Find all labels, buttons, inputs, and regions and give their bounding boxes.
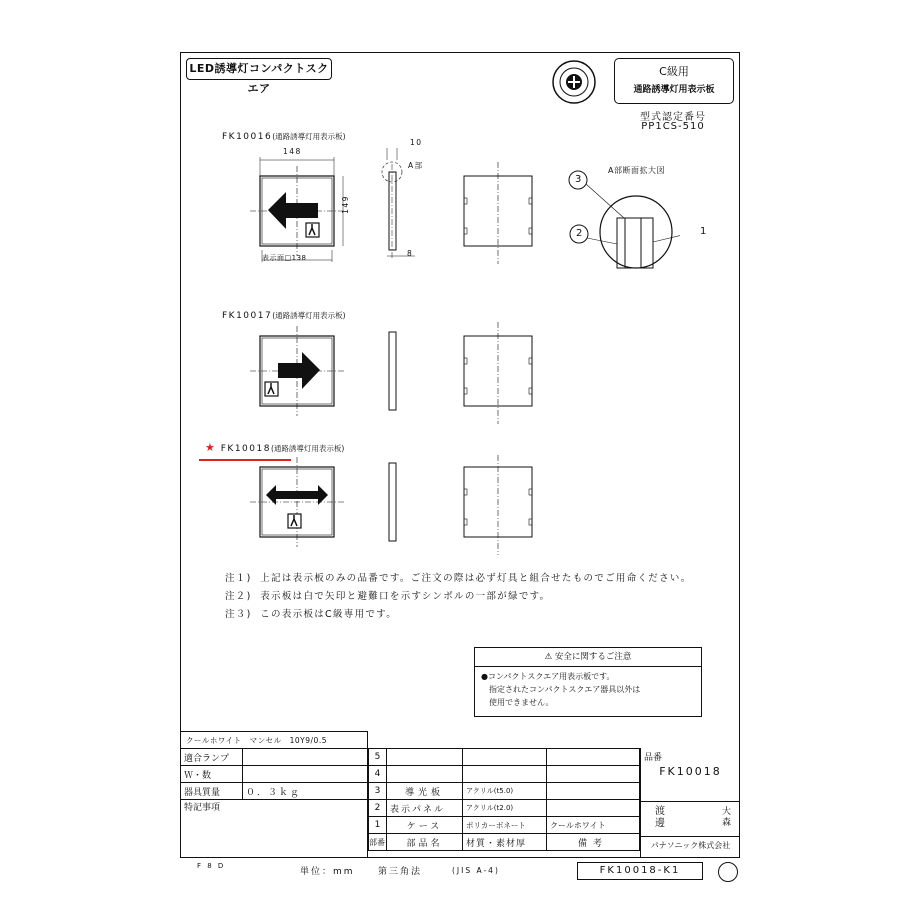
grade-label: C級用 bbox=[659, 65, 689, 78]
note-1: 注１) 上記は表示板のみの品番です。ご注文の際は必ず灯具と組合せたものでご用命ください。 bbox=[225, 573, 692, 584]
detail-callout-1: 1 bbox=[700, 226, 707, 237]
wattage-value bbox=[243, 766, 368, 783]
wattage-label: Ｗ・数 bbox=[181, 766, 243, 783]
right-arrow-icon bbox=[278, 352, 320, 389]
safety-line-1: ●コンパクトスクエア用表示板です。 bbox=[481, 672, 615, 681]
dim-width: 148 bbox=[283, 147, 302, 156]
product-label: 品番 bbox=[644, 753, 663, 763]
footer-unit: 単位：mm bbox=[300, 867, 355, 877]
grade-box bbox=[614, 58, 734, 104]
drawing-title: LED誘導灯コンパクトスクエア bbox=[186, 58, 332, 80]
safety-notice bbox=[474, 647, 702, 717]
detail-callout-3: 3 bbox=[575, 174, 582, 185]
model-label-fk10018: ★ FK10018(通路誘導灯用表示板) bbox=[205, 441, 345, 454]
drawing-number: FK10018-K1 bbox=[577, 862, 703, 880]
product-block bbox=[640, 748, 740, 858]
signature-1: 渡邊 bbox=[655, 806, 665, 829]
dim-face: 表示面□138 bbox=[262, 254, 307, 262]
weight-value: ０．３ｋｇ bbox=[243, 783, 368, 800]
certification-seal-icon bbox=[550, 58, 598, 106]
revision-circle-icon bbox=[718, 862, 738, 882]
parts-header-row: 部番 部品名 材質・素材厚 備考 bbox=[369, 834, 640, 851]
footer-method: 第三角法 bbox=[378, 867, 423, 877]
weight-label: 器具質量 bbox=[181, 783, 243, 800]
detail-title: A部断面拡大図 bbox=[608, 166, 665, 175]
drawing-row-2 bbox=[240, 318, 560, 428]
spec-table bbox=[180, 748, 368, 858]
detail-callout-2: 2 bbox=[576, 228, 583, 239]
grade-sub-label: 通路誘導灯用表示板 bbox=[633, 85, 715, 95]
lamp-value bbox=[243, 749, 368, 766]
note-3: 注３) この表示板はC級専用です。 bbox=[225, 609, 398, 620]
signature-2: 大森 bbox=[722, 807, 732, 828]
safety-line-3: 使用できません。 bbox=[489, 698, 554, 707]
safety-line-2: 指定されたコンパクトスクエア器具以外は bbox=[489, 685, 641, 694]
warning-triangle-icon: ⚠ bbox=[544, 652, 553, 662]
remarks-label: 特記事項 bbox=[181, 800, 368, 858]
part-a-label: A部 bbox=[408, 161, 424, 170]
drawing-row-3 bbox=[240, 455, 560, 560]
star-icon: ★ bbox=[205, 441, 217, 454]
model-label-fk10016: FK10016(通路誘導灯用表示板) bbox=[222, 132, 346, 142]
parts-row: 4 bbox=[369, 766, 640, 783]
cert-number: PP1CS-510 bbox=[641, 121, 705, 132]
parts-row: 3 導光板 アクリル(t5.0) bbox=[369, 783, 640, 800]
dim-thickness: 10 bbox=[410, 138, 423, 147]
company-name: パナソニック株式会社 bbox=[650, 841, 731, 850]
parts-table bbox=[368, 748, 640, 851]
drawing-row-1 bbox=[240, 140, 680, 270]
safety-header: ⚠ 安全に関するご注意 bbox=[475, 648, 701, 667]
parts-row: 2 表示パネル アクリル(t2.0) bbox=[369, 800, 640, 817]
lamp-label: 適合ランプ bbox=[181, 749, 243, 766]
model-label-fk10017: FK10017(通路誘導灯用表示板) bbox=[222, 311, 346, 321]
cert-label: 型式認定番号 bbox=[640, 112, 706, 123]
product-code: FK10018 bbox=[641, 765, 740, 802]
footer-paper: (JIS A-4) bbox=[452, 866, 500, 875]
parts-row: 5 bbox=[369, 749, 640, 766]
dim-depth: 8 bbox=[407, 249, 414, 258]
note-2: 注２) 表示板は白で矢印と避難口を示すシンボルの一部が緑です。 bbox=[225, 591, 551, 602]
dim-height: 149 bbox=[340, 195, 350, 214]
color-note: クールホワイト マンセル 10Y9/0.5 bbox=[180, 731, 368, 748]
footer-fd: F 8 D bbox=[197, 862, 226, 870]
parts-row: 1 ケース ポリカーボネート クールホワイト bbox=[369, 817, 640, 834]
